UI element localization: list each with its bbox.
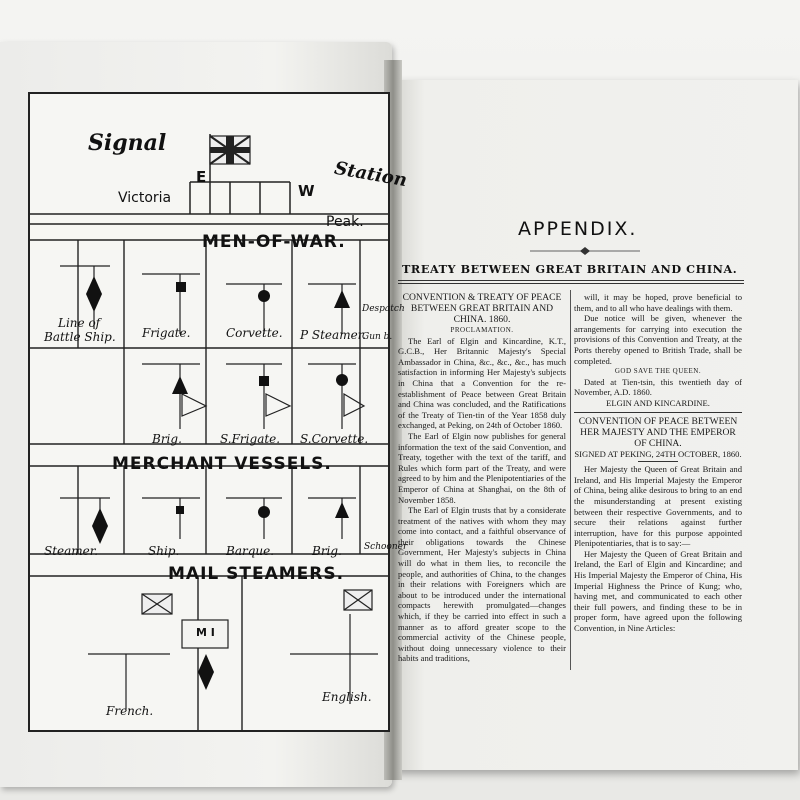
dated-line: Dated at Tien-tsin, this twentieth day of November, A.D. 1860. — [574, 376, 742, 398]
column-separator — [570, 290, 571, 670]
signature: ELGIN AND KINCARDINE. — [606, 397, 710, 408]
section-merchant-vessels: MERCHANT VESSELS. — [112, 454, 332, 474]
label-brig: Brig. — [152, 432, 182, 446]
paragraph: will, it may be hoped, prove beneficial to them, and to all who have dealings with them. — [574, 292, 742, 313]
label-schooner: Schooner — [364, 542, 408, 552]
convention-heading: CONVENTION & TREATY OF PEACE BETWEEN GREAT BRITAIN AND CHINA. 1860. — [402, 292, 562, 325]
paragraph: The Earl of Elgin trusts that by a considerate treatment of the natives with whom they may come into contact, and a faithful observance of their obligations towards the Chinese Government, Her Majesty's subjects in China will do what in them lies, to reconcile the people, and authorities of China, to the changes in their relations with Foreigners which are about to be introduced under the international compacts herewith promulgated—changes which, if they be carried into effect in such a manner as to afford greater scope to the commercial activity of the Chinese people, without doing unnecessary violence to their habits and traditions, — [398, 505, 566, 664]
signal-station-chart — [28, 92, 409, 732]
label-ship: Ship. — [148, 544, 180, 558]
heading-rule-double — [398, 283, 744, 284]
text-column-left — [398, 292, 566, 664]
victoria-label: Victoria — [118, 190, 172, 206]
cone-signal-icon — [334, 290, 350, 308]
label-steamer: Steamer. — [44, 544, 99, 558]
ball-signal-icon — [258, 290, 270, 302]
label-gun-boat: Gun b. — [362, 332, 393, 342]
paragraph: Her Majesty the Queen of Great Britain and Ireland, the Earl of Elgin and Kincardine; and His Imperial Majesty the Emperor of China, His Imperial Highness the Prince of Kung; who, having met, and communicated to each other their full powers, and finding these to be in proper form, have agreed upon the following Convention, in Nine Articles: — [574, 548, 742, 634]
proclamation-heading: PROCLAMATION. — [450, 326, 514, 334]
square-signal-icon — [176, 282, 186, 292]
peak-label: Peak. — [326, 214, 364, 230]
treaty-heading: TREATY BETWEEN GREAT BRITAIN AND CHINA. — [402, 262, 738, 276]
label-s-frigate: S.Frigate. — [220, 432, 281, 446]
diamond-signal-icon — [86, 276, 102, 312]
union-jack-icon — [210, 136, 250, 164]
section-rule — [574, 412, 742, 413]
paragraph: The Earl of Elgin and Kincardine, K.T., G.C.B., Her Britannic Majesty's Special Ambassador in China, &c., &c., &c., has much satisfaction in informing Her Majesty's subjects in China that a Convention for the re-establishment of Peace between Great Britain and China was concluded, and the Ratifications of the Treaty of Tien-tin of the Year 1858 duly exchanged, at Peking, on 24th of October 1860. — [398, 335, 566, 431]
section-men-of-war: MEN-OF-WAR. — [202, 232, 346, 252]
mi-flag-label: M I — [196, 626, 215, 639]
paragraph: The Earl of Elgin now publishes for general information the text of the said Convention, and Treaty, together with the text of the tariff, and Rules which form part of the Treaty, and were agreed to by him and the Plenipotentiaries of the Emperor of China at Shanghai, on the 8th of November 1858. — [398, 430, 566, 505]
label-corvette: Corvette. — [226, 326, 283, 340]
paragraph: Her Majesty the Queen of Great Britain and Ireland, and His Imperial Majesty the Emperor of China, being alike desirous to bring to an end the misunderstanding at present existing between their respective Governments, and to secure their relations against further interruption, have for this purpose appointed Plenipotentiaries, that is to say:— — [574, 464, 742, 549]
god-save-the-queen: GOD SAVE THE QUEEN. — [614, 367, 702, 376]
heading-rule — [398, 280, 744, 281]
label-frigate: Frigate. — [142, 326, 191, 340]
west-marker: W — [298, 182, 315, 200]
label-despatch: Despatch — [362, 304, 405, 314]
text-column-right — [574, 292, 742, 634]
section-mail-steamers: MAIL STEAMERS. — [168, 564, 345, 584]
label-brig-merchant: Brig. — [312, 544, 342, 558]
label-barque: Barque. — [226, 544, 275, 558]
convention-heading-2: CONVENTION OF PEACE BETWEEN HER MAJESTY AND THE EMPEROR OF CHINA. — [578, 415, 738, 449]
short-rule — [638, 461, 678, 462]
ornament-divider-icon — [530, 246, 640, 256]
label-s-corvette: S.Corvette. — [300, 432, 369, 446]
signal-title: Signal — [88, 130, 167, 156]
label-french: French. — [106, 704, 154, 718]
appendix-title: APPENDIX. — [518, 218, 638, 240]
label-battle-ship: Battle Ship. — [44, 330, 116, 344]
east-marker: E — [196, 168, 207, 186]
station-title: Station — [332, 157, 409, 192]
label-line-of: Line of — [58, 316, 101, 330]
paragraph: Due notice will be given, whenever the arrangements for carrying into execution the provisions of this Convention and Treaty, at the Ports thereby opened to British Trade, shall be completed. — [574, 313, 742, 366]
label-english: English. — [322, 690, 372, 704]
signed-line: SIGNED AT PEKING, 24TH OCTOBER, 1860. — [574, 448, 742, 459]
label-p-steamer: P Steamer. — [300, 328, 366, 342]
